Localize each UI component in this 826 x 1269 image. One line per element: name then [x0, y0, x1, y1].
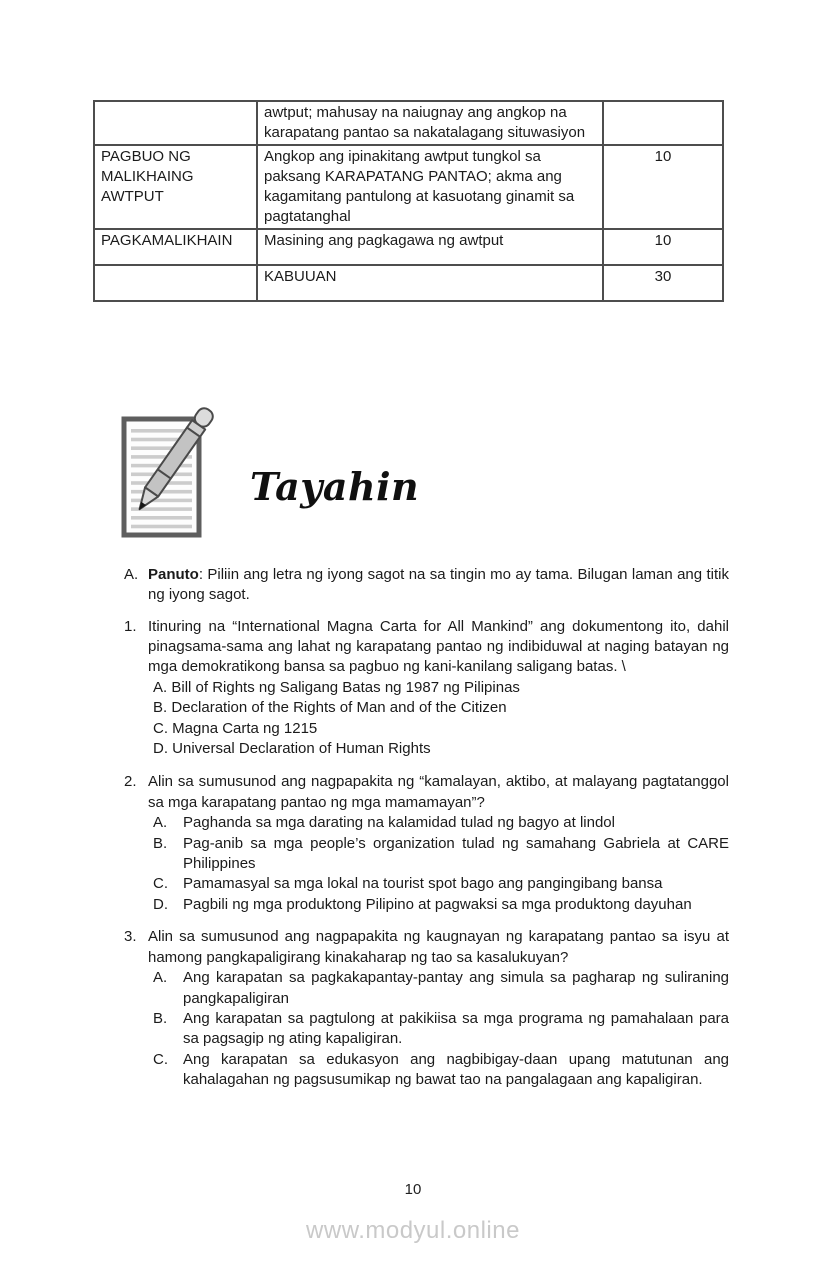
rubric-cell-points: 30 [603, 265, 723, 301]
rubric-cell-description: awtput; mahusay na naiugnay ang angkop na karapatang pantao sa nakatalagang situwasiyon [257, 101, 603, 145]
option-text: Ang karapatan sa pagkakapantay-pantay ang simula sa pagharap ng suliraning pangkapaligiran [183, 969, 729, 1007]
option-letter: A. [153, 678, 168, 696]
option-3B [153, 1009, 729, 1050]
instructions-label: Panuto [148, 565, 199, 583]
option-text: Bill of Rights ng Saligang Batas ng 1987 ng Pilipinas [171, 678, 520, 696]
option-text: Ang karapatan sa edukasyon ang nagbibigay-daan upang matutunan ang kahalagahan ng pagsusumikap ng bawat tao na pangalagaan ang kapaligiran. [183, 1050, 729, 1089]
question-number: 2. [124, 773, 137, 791]
table-row [94, 101, 723, 145]
instructions-item-letter: A. [124, 565, 139, 583]
option-text: Declaration of the Rights of Man and of the Citizen [171, 699, 507, 717]
question-2 [124, 772, 729, 915]
question-1 [124, 617, 729, 760]
page-title: Tayahin [250, 463, 420, 509]
instructions [124, 565, 729, 606]
question-number: 1. [124, 617, 137, 635]
option-2A [153, 813, 729, 833]
page-number: 10 [404, 1181, 422, 1198]
question-stem: Alin sa sumusunod ang nagpapakita ng “kamalayan, aktibo, at malayang pagtatanggol sa mga karapatang pantao ng mga mamamayan”? [148, 773, 729, 811]
option-2D [153, 895, 729, 915]
option-text: Universal Declaration of Human Rights [172, 740, 431, 758]
rubric-cell-description: Masining ang pagkagawa ng awtput [257, 229, 603, 265]
option-3C [153, 1050, 729, 1091]
rubric-cell-criteria: PAGBUO NG MALIKHAING AWTPUT [94, 145, 257, 229]
option-1B [153, 698, 729, 718]
rubric-table [93, 100, 724, 302]
instructions-text: : Piliin ang letra ng iyong sagot na sa tingin mo ay tama. Bilugan laman ang titik ng iyong sagot. [148, 565, 729, 604]
question-3 [124, 927, 729, 1090]
assessment-content [124, 565, 729, 1091]
option-text: Pamamasyal sa mga lokal na tourist spot bago ang pangingibang bansa [183, 875, 663, 893]
rubric-cell-description: Angkop ang ipinakitang awtput tungkol sa paksang KARAPATANG PANTAO; akma ang kagamitang pantulong at kasuotang ginamit sa pagtatanghal [257, 145, 603, 229]
option-text: Pag-anib sa mga people’s organization tulad ng samahang Gabriela at CARE Philippines [183, 834, 729, 873]
question-options [153, 678, 729, 760]
question-stem: Alin sa sumusunod ang nagpapakita ng kaugnayan ng karapatang pantao sa isyu at hamong pangkapaligirang kinakaharap ng tao sa kasalukuyan? [148, 928, 729, 966]
option-3A [153, 968, 729, 1009]
option-2B [153, 834, 729, 875]
rubric-cell-criteria [94, 101, 257, 145]
watermark: www.modyul.online [306, 1217, 520, 1244]
option-letter: C. [153, 719, 168, 737]
pencil-paper-icon [118, 404, 218, 544]
table-row [94, 145, 723, 229]
option-1C [153, 719, 729, 739]
rubric-cell-points: 10 [603, 145, 723, 229]
rubric-cell-points: 10 [603, 229, 723, 265]
rubric-cell-description: KABUUAN [257, 265, 603, 301]
question-stem: Itinuring na “International Magna Carta for All Mankind” ang dokumentong ito, dahil pinagsama-sama ang lahat ng karapatang pantao ng indibiduwal at naging batayan ng mga demokratikong bansa sa pagbuo ng kani-kanilang saligang batas. \ [148, 617, 729, 676]
option-letter: A. [153, 969, 168, 987]
rubric-cell-criteria [94, 265, 257, 301]
section-header [118, 404, 548, 539]
option-1D [153, 739, 729, 759]
option-text: Magna Carta ng 1215 [172, 719, 318, 737]
option-letter: B. [153, 699, 168, 717]
rubric-cell-points [603, 101, 723, 145]
option-text: Pagbili ng mga produktong Pilipino at pagwaksi sa mga produktong dayuhan [183, 895, 692, 913]
option-letter: D. [153, 740, 168, 758]
question-number: 3. [124, 928, 137, 946]
option-2C [153, 874, 729, 894]
table-row [94, 229, 723, 265]
option-1A [153, 678, 729, 698]
option-letter: B. [153, 1009, 168, 1027]
rubric-cell-criteria: PAGKAMALIKHAIN [94, 229, 257, 265]
option-text: Ang karapatan sa pagtulong at pakikiisa sa mga programa ng pamahalaan para sa pagsagip ng ating kapaligiran. [183, 1009, 729, 1048]
question-options [153, 813, 729, 915]
option-text: Paghanda sa mga darating na kalamidad tulad ng bagyo at lindol [183, 814, 615, 832]
option-letter: C. [153, 875, 168, 893]
table-row [94, 265, 723, 301]
option-letter: D. [153, 895, 168, 913]
option-letter: B. [153, 834, 168, 852]
question-options [153, 968, 729, 1090]
option-letter: A. [153, 814, 168, 832]
option-letter: C. [153, 1050, 168, 1068]
